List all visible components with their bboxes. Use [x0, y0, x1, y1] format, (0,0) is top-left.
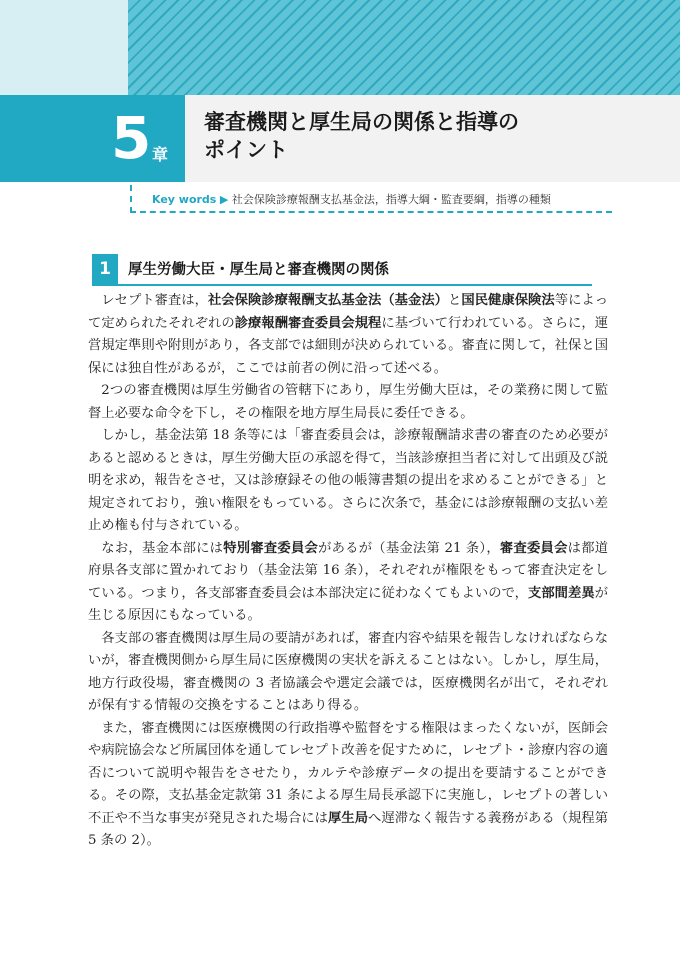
text-run: と	[448, 293, 462, 308]
paragraph-2	[88, 380, 608, 425]
paragraph-3	[88, 425, 608, 538]
body-text	[88, 290, 608, 853]
paragraph-1	[88, 290, 608, 380]
text-run: 等によって定められたそれぞれの	[88, 293, 609, 331]
text-run: また，審査機関には医療機関の行政指導や監督をする権限はまったくないが，医師会や病院協会など所属団体を通してレセプト改善を促すために，レセプト・診療内容の適否について説明や報告をさせたり，カルテや診療データの提出を要請することができる。その際，支払基金定款第 31 条による厚生局長承認下に実施し，レセプトの著しい不正や不当な事実が発見された場合には	[88, 720, 608, 826]
text-run: しかし，基金法第 18 条等には「審査委員会は，診療報酬請求書の審査のため必要があると認めるときは，厚生労働大臣の承認を得て，当該診療担当者に対して出頭及び説明を求め，報告をさせ，又は診療録その他の帳簿書類の提出を求めることができる」と規定されており，強い権限をもっている。さらに次条で，基金には診療報酬の支払い差止め権も付与されている。	[88, 428, 608, 533]
section-underline	[92, 284, 592, 286]
chapter-label: 章	[152, 145, 169, 164]
bold-term: 特別審査委員会	[223, 540, 319, 556]
chapter-number-box	[0, 95, 185, 182]
chapter-number: 5	[111, 104, 152, 172]
bold-term: 国民健康保険法	[461, 293, 555, 308]
text-run: なお，基金本部には	[101, 540, 224, 556]
arrow-right-icon: ▶	[219, 193, 229, 206]
paragraph-4	[88, 538, 608, 628]
text-run: レセプト審査は，	[101, 293, 208, 308]
keywords-box	[130, 185, 612, 213]
section-number: 1	[92, 254, 118, 284]
bold-term: 審査委員会	[499, 540, 568, 556]
bold-term: 診療報酬審査委員会規程	[234, 315, 382, 331]
paragraph-5	[88, 628, 608, 718]
text-run: へ遅滞なく報告する義務がある（規程第 5 条の 2）。	[88, 810, 609, 848]
chapter-title-line1: 審査機関と厚生局の関係と指導の	[204, 110, 519, 134]
keywords-row	[152, 191, 551, 207]
bold-term: 厚生局	[328, 810, 369, 826]
text-run: 2つの審査機関は厚生労働省の管轄下にあり，厚生労働大臣は，その業務に関して監督上必要な命令を下し，その権限を地方厚生局長に委任できる。	[88, 383, 608, 421]
text-run: 各支部の審査機関は厚生局の要請があれば，審査内容や結果を報告しなければならないが，審査機関側から厚生局に医療機関の実状を訴えることはない。しかし，厚生局，地方行政役場，審査機関の 3 者協議会や選定会議では，医療機関名が出て，それぞれが保有する情報の交換をすることはあり得る。	[88, 630, 608, 713]
text-run: は都道府県各支部に置かれており（基金法第 16 条），それぞれが権限をもって審査決定をしている。つまり，各支部審査委員会は本部決定に従わなくてもよいので，	[88, 540, 609, 601]
keywords-label: Key words	[152, 193, 217, 206]
section-heading	[92, 254, 592, 286]
top-hatch-banner	[128, 0, 680, 95]
chapter-title-line2: ポイント	[204, 138, 288, 162]
bold-term: 社会保険診療報酬支払基金法（基金法）	[207, 293, 449, 308]
text-run: に基づいて行われている。さらに，運営規定準則や附則があり，各支部では細則が決められている。審査に関して，社保と国保には独自性があるが，ここでは前者の例に沿って述べる。	[88, 315, 609, 376]
section-title: 厚生労働大臣・厚生局と審査機関の関係	[128, 262, 389, 278]
paragraph-6	[88, 718, 608, 853]
top-left-band	[0, 0, 128, 95]
chapter-title	[204, 108, 519, 164]
bold-term: 支部間差異	[528, 585, 595, 601]
text-run: が生じる原因にもなっている。	[88, 585, 609, 623]
text-run: があるが（基金法第 21 条），	[318, 540, 500, 556]
keywords-text: 社会保険診療報酬支払基金法，指導大綱・監査要綱，指導の種類	[231, 193, 551, 206]
